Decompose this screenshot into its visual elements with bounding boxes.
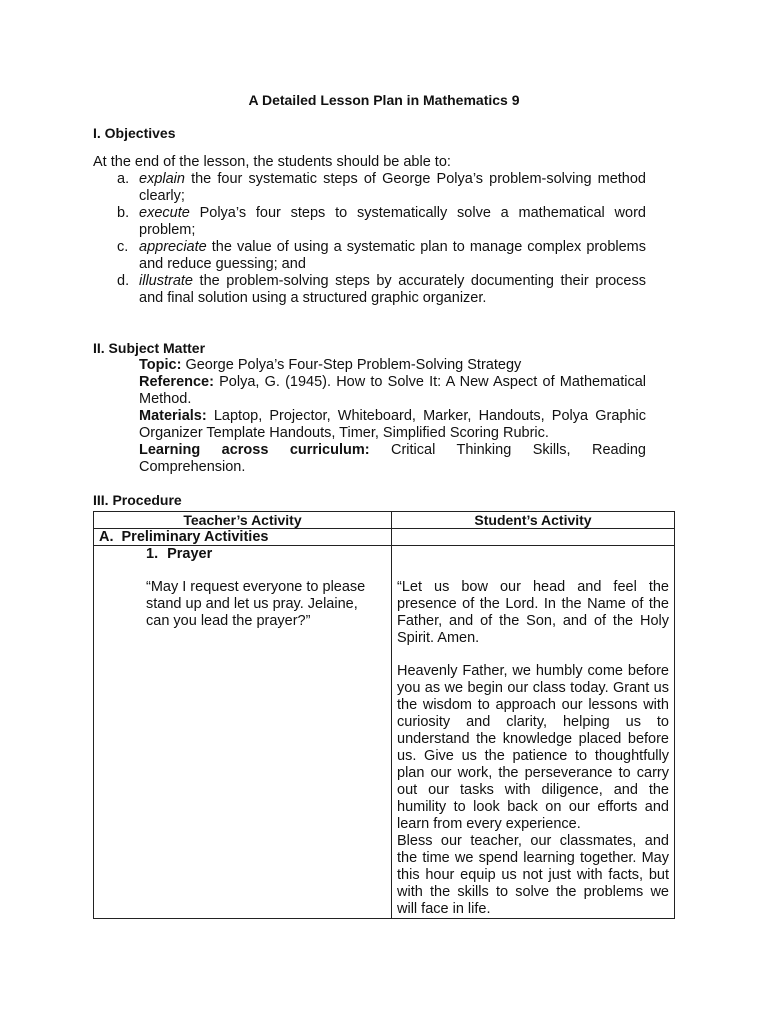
section-letter: A. bbox=[99, 529, 114, 545]
subject-matter-block bbox=[139, 357, 646, 476]
procedure-heading: III. Procedure bbox=[93, 492, 182, 508]
prayer-step-title bbox=[99, 546, 386, 563]
objective-verb: appreciate bbox=[139, 239, 207, 255]
lesson-plan-page bbox=[93, 92, 675, 919]
preliminary-activities-cell bbox=[94, 529, 392, 546]
student-paragraph: Heavenly Father, we humbly come before you as we begin our class today. Grant us the wisdom to approach our lessons with curiosity and clarity, helping us to understand the knowledge placed before us. Give us the patience to thoughtfully plan our work, the perseverance to carry out our tasks with diligence, and the humility to look back on our efforts and learn from every experience. bbox=[397, 663, 669, 832]
objective-text: Polya’s four steps to systematically solve a mathematical word problem; bbox=[139, 205, 646, 238]
table-row bbox=[94, 546, 675, 919]
objective-item bbox=[93, 205, 646, 239]
empty-cell bbox=[392, 529, 675, 546]
student-paragraph: Bless our teacher, our classmates, and the time we spend learning together. May this hour equip us not just with facts, but with the skills to solve the problems we will face in life. bbox=[397, 833, 669, 917]
objectives-list bbox=[93, 171, 675, 307]
reference-label: Reference: bbox=[139, 374, 214, 390]
learning-label: Learning across curriculum: bbox=[139, 442, 370, 458]
topic-value: George Polya’s Four-Step Problem-Solving Strategy bbox=[181, 357, 522, 373]
student-activity-header: Student’s Activity bbox=[392, 512, 675, 529]
objective-verb: illustrate bbox=[139, 273, 193, 289]
materials-label: Materials: bbox=[139, 408, 207, 424]
step-label: Prayer bbox=[167, 546, 213, 562]
reference-value: Polya, G. (1945). How to Solve It: A New Aspect of Mathematical Method. bbox=[139, 374, 646, 407]
objective-verb: execute bbox=[139, 205, 190, 221]
materials-value: Laptop, Projector, Whiteboard, Marker, Handouts, Polya Graphic Organizer Template Handouts, Timer, Simplified Scoring Rubric. bbox=[139, 408, 646, 441]
subject-matter-heading: II. Subject Matter bbox=[93, 340, 206, 356]
objective-item bbox=[93, 171, 646, 205]
teacher-quote: “May I request everyone to please stand up and let us pray. Jelaine, can you lead the prayer?” bbox=[146, 579, 366, 629]
materials-line bbox=[139, 408, 646, 442]
section-label: Preliminary Activities bbox=[121, 529, 269, 545]
topic-line bbox=[139, 357, 646, 374]
learning-line bbox=[139, 442, 646, 476]
objective-text: the problem-solving steps by accurately documenting their process and final solution using a structured graphic organizer. bbox=[139, 273, 646, 306]
topic-label: Topic: bbox=[139, 357, 182, 373]
objectives-intro: At the end of the lesson, the students should be able to: bbox=[93, 154, 451, 170]
objective-text: the value of using a systematic plan to manage complex problems and reduce guessing; and bbox=[139, 239, 646, 272]
objective-verb: explain bbox=[139, 171, 185, 187]
learning-value: Critical Thinking Skills, Reading Comprehension. bbox=[139, 442, 646, 475]
student-prayer-text bbox=[397, 546, 669, 918]
procedure-table bbox=[93, 511, 675, 919]
document-title: A Detailed Lesson Plan in Mathematics 9 bbox=[248, 92, 520, 108]
student-paragraph: “Let us bow our head and feel the presence of the Lord. In the Name of the Father, and of the Son, and of the Holy Spirit. Amen. bbox=[397, 579, 669, 646]
objective-marker: a. bbox=[117, 171, 130, 187]
objective-marker: b. bbox=[117, 205, 130, 221]
objectives-heading: I. Objectives bbox=[93, 125, 176, 141]
teacher-activity-header: Teacher’s Activity bbox=[94, 512, 392, 529]
step-number: 1. bbox=[146, 546, 159, 562]
objective-marker: d. bbox=[117, 273, 130, 289]
objective-item bbox=[93, 239, 646, 273]
objective-marker: c. bbox=[117, 239, 129, 255]
reference-line bbox=[139, 374, 646, 408]
student-activity-cell bbox=[392, 546, 675, 919]
table-row bbox=[94, 529, 675, 546]
table-header-row bbox=[94, 512, 675, 529]
teacher-activity-cell bbox=[94, 546, 392, 919]
objective-item bbox=[93, 273, 646, 307]
objective-text: the four systematic steps of George Polya’s problem-solving method clearly; bbox=[139, 171, 646, 204]
